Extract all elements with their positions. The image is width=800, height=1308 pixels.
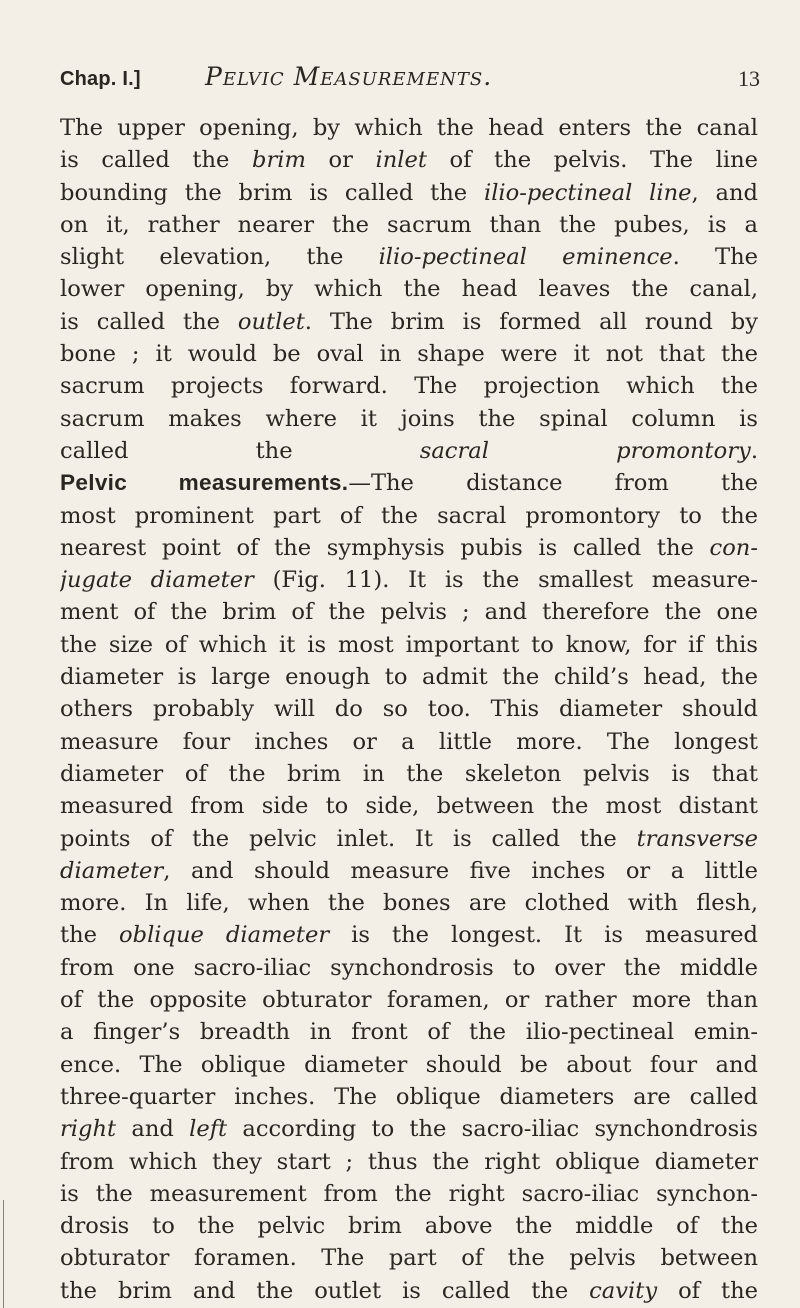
text-segment: , and xyxy=(691,179,758,206)
text-segment: —The distance from the xyxy=(348,470,758,497)
text-segment: slight elevation, the xyxy=(60,244,379,271)
text-segment: is the longest. It is measured xyxy=(329,922,758,949)
text-line xyxy=(60,984,758,1016)
text-segment: from one sacro-iliac synchondrosis to over the middle xyxy=(60,954,758,981)
text-line xyxy=(60,500,758,532)
text-line xyxy=(60,596,758,628)
text-line xyxy=(60,435,758,467)
text-line xyxy=(60,338,758,370)
text-segment: is called the xyxy=(60,147,252,174)
text-segment: measure four inches or a little more. The longest xyxy=(60,728,758,755)
text-line xyxy=(60,1146,758,1178)
text-line xyxy=(60,726,758,758)
text-segment: measured from side to side, between the most distant xyxy=(60,793,758,820)
italic-term: con- xyxy=(709,534,758,561)
text-segment: of the pelvis. The line xyxy=(426,147,758,174)
text-line xyxy=(60,1275,758,1307)
text-line xyxy=(60,467,758,499)
text-line xyxy=(60,1113,758,1145)
text-segment: the size of which it is most important to know, for if this xyxy=(60,631,758,658)
italic-term: transverse xyxy=(636,825,758,852)
text-line xyxy=(60,112,758,144)
text-line xyxy=(60,919,758,951)
text-segment: bone ; it would be oval in shape were it not that the xyxy=(60,341,758,368)
text-segment: and xyxy=(116,1116,190,1143)
text-line xyxy=(60,370,758,402)
text-segment: (Fig. 11). It is the smallest measure- xyxy=(253,567,758,594)
italic-term: ilio-pectineal eminence xyxy=(378,244,673,271)
text-line xyxy=(60,952,758,984)
text-segment: three-quarter inches. The oblique diameters are called xyxy=(60,1083,758,1110)
text-segment: others probably will do so too. This diameter should xyxy=(60,696,758,723)
text-segment: of the xyxy=(657,1277,758,1304)
text-line xyxy=(60,1242,758,1274)
text-line xyxy=(60,241,758,273)
text-segment: sacrum projects forward. The projection which the xyxy=(60,373,758,400)
text-line xyxy=(60,209,758,241)
italic-term: left xyxy=(189,1116,228,1143)
italic-term: inlet xyxy=(375,147,427,174)
italic-term: right xyxy=(60,1116,117,1143)
text-segment: drosis to the pelvic brim above the middle of the xyxy=(60,1213,758,1240)
text-segment: points of the pelvic inlet. It is called the xyxy=(60,825,637,852)
text-segment: , and should measure five inches or a little xyxy=(163,857,758,884)
chapter-label: Chap. I.] xyxy=(60,68,141,90)
text-segment: diameter is large enough to admit the child’s head, the xyxy=(60,664,758,691)
text-segment: is the measurement from the right sacro-iliac synchon- xyxy=(60,1180,758,1207)
body-text xyxy=(60,112,758,1307)
text-segment: more. In life, when the bones are clothed with flesh, xyxy=(60,890,758,917)
text-segment: on it, rather nearer the sacrum than the pubes, is a xyxy=(60,211,758,238)
text-segment: lower opening, by which the head leaves the canal, xyxy=(60,276,758,303)
text-line xyxy=(60,564,758,596)
text-line xyxy=(60,273,758,305)
text-segment: sacrum makes where it joins the spinal column is xyxy=(60,405,758,432)
text-segment: is called the xyxy=(60,308,238,335)
text-segment: the xyxy=(60,922,120,949)
text-segment: according to the sacro-iliac synchondrosis xyxy=(227,1116,758,1143)
text-line xyxy=(60,306,758,338)
text-segment: bounding the brim is called the xyxy=(60,179,484,206)
text-line xyxy=(60,144,758,176)
text-line xyxy=(60,661,758,693)
text-line xyxy=(60,532,758,564)
section-heading: Pelvic measurements. xyxy=(60,470,349,496)
text-segment: . The xyxy=(672,244,758,271)
text-line xyxy=(60,693,758,725)
text-segment: from which they start ; thus the right oblique diameter xyxy=(60,1148,758,1175)
text-line xyxy=(60,1049,758,1081)
text-segment: nearest point of the symphysis pubis is called the xyxy=(60,534,710,561)
text-line xyxy=(60,1081,758,1113)
text-segment: or xyxy=(305,147,376,174)
italic-term: outlet xyxy=(237,308,305,335)
italic-term: brim xyxy=(251,147,306,174)
text-line xyxy=(60,790,758,822)
running-title: Pelvic Measurements. xyxy=(205,62,493,91)
italic-term: cavity xyxy=(589,1277,658,1304)
text-segment: of the opposite obturator foramen, or rather more than xyxy=(60,987,758,1014)
text-line xyxy=(60,177,758,209)
italic-term: jugate diameter xyxy=(60,567,254,594)
italic-term: diameter xyxy=(60,857,164,884)
text-segment: obturator foramen. The part of the pelvis between xyxy=(60,1245,758,1272)
italic-term: ilio-pectineal line xyxy=(483,179,692,206)
page-header xyxy=(60,62,760,96)
text-segment: most prominent part of the sacral promontory to the xyxy=(60,502,758,529)
text-line xyxy=(60,855,758,887)
text-line xyxy=(60,1016,758,1048)
text-line xyxy=(60,629,758,661)
italic-term: oblique diameter xyxy=(119,922,330,949)
text-segment: The upper opening, by which the head enters the canal xyxy=(60,115,758,141)
italic-term: sacral promontory xyxy=(419,437,751,464)
text-line xyxy=(60,887,758,919)
text-segment: ence. The oblique diameter should be about four and xyxy=(60,1051,758,1078)
text-line xyxy=(60,403,758,435)
text-segment: diameter of the brim in the skeleton pelvis is that xyxy=(60,760,758,787)
text-line xyxy=(60,1178,758,1210)
text-segment: . xyxy=(750,437,758,464)
page-number: 13 xyxy=(738,66,760,91)
text-segment: the brim and the outlet is called the xyxy=(60,1277,590,1304)
text-line xyxy=(60,758,758,790)
margin-line xyxy=(3,1200,4,1308)
text-segment: called the xyxy=(60,437,420,464)
text-segment: . The brim is formed all round by xyxy=(304,308,758,335)
text-line xyxy=(60,1210,758,1242)
text-line xyxy=(60,823,758,855)
text-segment: a finger’s breadth in front of the ilio-pectineal emin- xyxy=(60,1019,758,1046)
text-segment: ment of the brim of the pelvis ; and therefore the one xyxy=(60,599,758,626)
